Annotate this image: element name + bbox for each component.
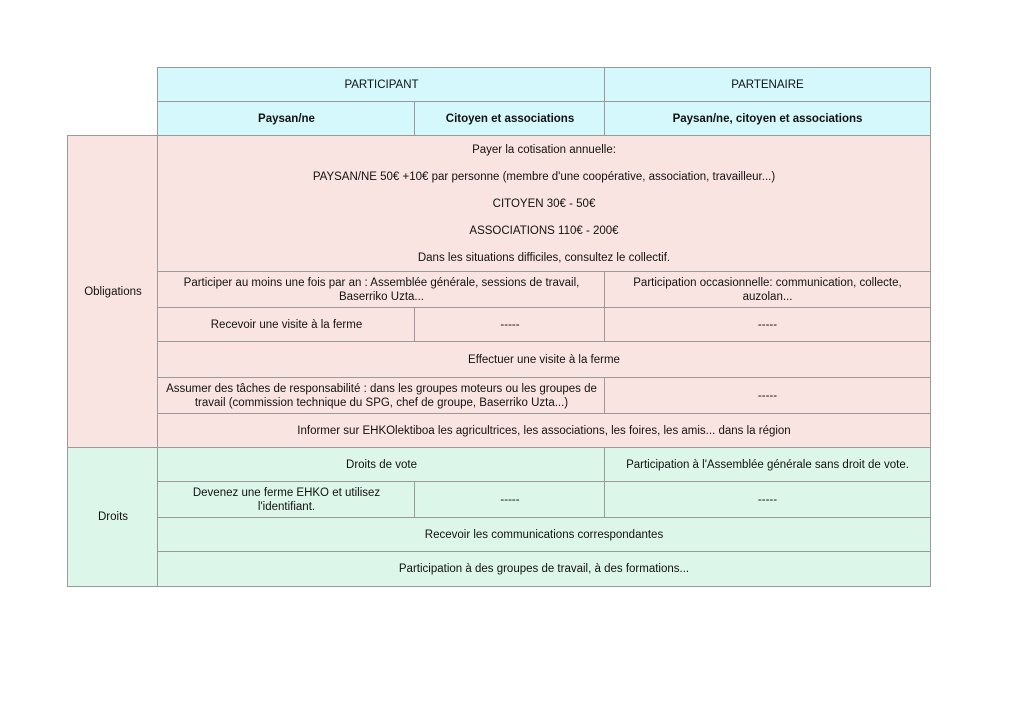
- row-label-obligations: Obligations: [67, 135, 159, 449]
- cotisation-line: Dans les situations difficiles, consultez le collectif.: [417, 252, 671, 264]
- subheader-partenaire: Paysan/ne, citoyen et associations: [604, 101, 931, 137]
- communications-cell: Recevoir les communications correspondantes: [157, 517, 931, 553]
- vote-participant-cell: Droits de vote: [157, 447, 606, 483]
- row-label-droits: Droits: [67, 447, 159, 587]
- vote-partenaire-cell: Participation à l'Assemblée générale sans droit de vote.: [604, 447, 931, 483]
- participer-partenaire-cell: Participation occasionnelle: communication, collecte, auzolan...: [604, 271, 931, 309]
- visite-recevoir-citoyen-cell: -----: [414, 307, 606, 343]
- taches-participant-cell: Assumer des tâches de responsabilité : dans les groupes moteurs ou les groupes de travail (commission technique du SPG, chef de groupe, Baserriko Uzta...): [157, 377, 606, 415]
- cotisation-cell: [157, 135, 931, 273]
- visite-recevoir-cell: Recevoir une visite à la ferme: [157, 307, 416, 343]
- header-partenaire: PARTENAIRE: [604, 67, 931, 103]
- visite-effectuer-cell: Effectuer une visite à la ferme: [157, 341, 931, 379]
- participer-participant-cell: Participer au moins une fois par an : Assemblée générale, sessions de travail, Baserriko Uzta...: [157, 271, 606, 309]
- ferme-ehko-citoyen-cell: -----: [414, 481, 606, 519]
- header-participant: PARTICIPANT: [157, 67, 606, 103]
- ferme-ehko-cell: Devenez une ferme EHKO et utilisez l'identifiant.: [157, 481, 416, 519]
- cotisation-line: PAYSAN/NE 50€ +10€ par personne (membre d'une coopérative, association, travailleur...): [312, 171, 776, 183]
- groupes-travail-cell: Participation à des groupes de travail, à des formations...: [157, 551, 931, 587]
- cotisation-line: Payer la cotisation annuelle:: [472, 144, 616, 156]
- cotisation-line: ASSOCIATIONS 110€ - 200€: [469, 225, 619, 237]
- subheader-citoyen: Citoyen et associations: [414, 101, 606, 137]
- subheader-paysan: Paysan/ne: [157, 101, 416, 137]
- visite-recevoir-partenaire-cell: -----: [604, 307, 931, 343]
- informer-cell: Informer sur EHKOlektiboa les agricultrices, les associations, les foires, les amis... dans la région: [157, 413, 931, 449]
- membership-table: [67, 67, 931, 587]
- taches-partenaire-cell: -----: [604, 377, 931, 415]
- cotisation-line: CITOYEN 30€ - 50€: [492, 198, 596, 210]
- ferme-ehko-partenaire-cell: -----: [604, 481, 931, 519]
